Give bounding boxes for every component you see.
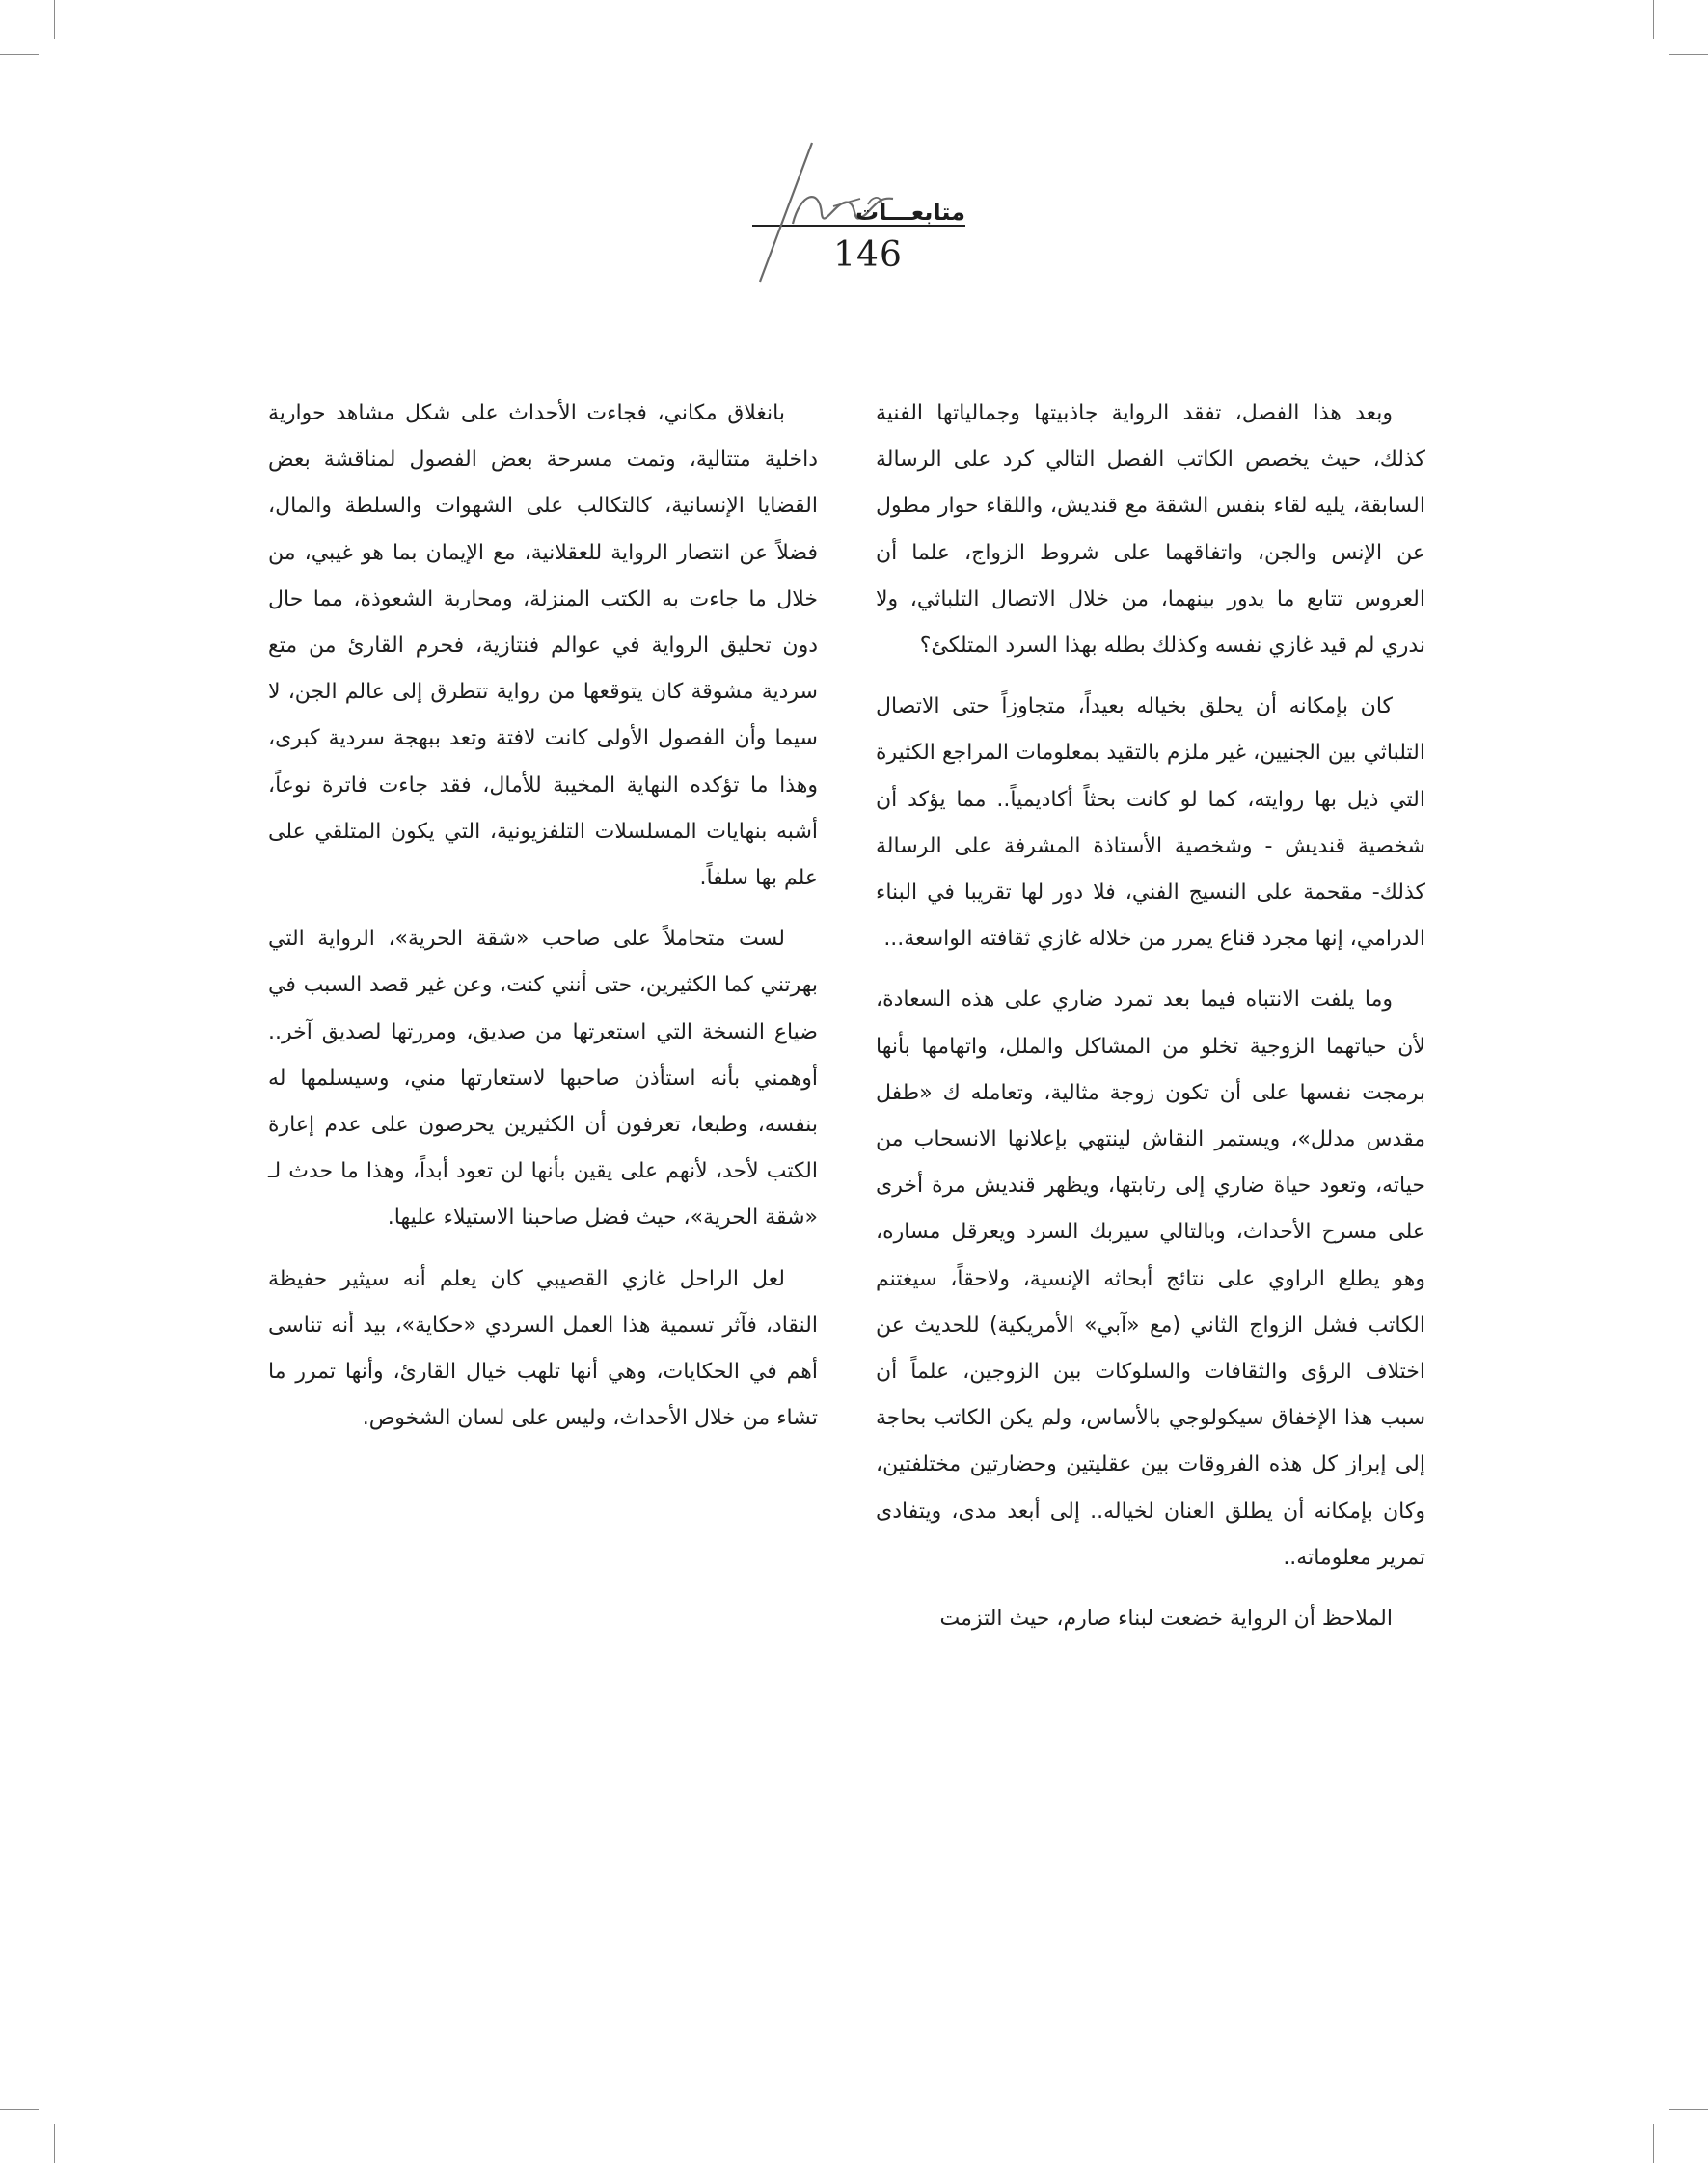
crop-mark-top-right-vertical xyxy=(1653,0,1654,39)
crop-mark-top-left xyxy=(0,54,39,55)
crop-mark-bottom-left xyxy=(0,2109,39,2110)
article-column-right xyxy=(876,391,1425,1657)
paragraph: الملاحظ أن الرواية خضعت لبناء صارم، حيث التزمت xyxy=(939,1607,1393,1632)
crop-mark-bottom-right-vertical xyxy=(1653,2124,1654,2163)
article-column-left xyxy=(268,391,818,1456)
crop-mark-bottom-left-vertical xyxy=(54,2124,55,2163)
paragraph: كان بإمكانه أن يحلق بخياله بعيداً، متجاوزاً حتى الاتصال التلباثي بين الجنيين، غير ملزم بالتقيد بمعلومات المراجع الكثيرة التي ذيل بها روايته، كما لو كانت بحثاً أكاديمياً.. مما يؤكد أن شخصية قنديش - وشخصية الأستاذة المشرفة على الرسالة كذلك- مقحمة على النسيج الفني، فلا دور لها تقريبا في البناء الدرامي، إنها مجرد قناع يمرر من خلاله غازي ثقافته الواسعة... xyxy=(876,694,1425,952)
section-label: متابعـــات xyxy=(855,199,965,226)
paragraph: بانغلاق مكاني، فجاءت الأحداث على شكل مشاهد حوارية داخلية متتالية، وتمت مسرحة بعض الفصول لمناقشة بعض القضايا الإنسانية، كالتكالب على الشهوات والسلطة والمال، فضلاً عن انتصار الرواية للعقلانية، مع الإيمان بما هو غيبي، من خلال ما جاءت به الكتب المنزلة، ومحاربة الشعوذة، مما حال دون تحليق الرواية في عوالم فنتازية، فحرم القارئ من متع سردية مشوقة كان يتوقعها من رواية تتطرق إلى عالم الجن، لا سيما وأن الفصول الأولى كانت لافتة وتعد ببهجة سردية كبرى، وهذا ما تؤكده النهاية المخيبة للأمال، فقد جاءت فاترة نوعاً، أشبه بنهايات المسلسلات التلفزيونية، التي يكون المتلقي على علم بها سلفاً. xyxy=(268,401,818,891)
crop-mark-top-left-vertical xyxy=(54,0,55,39)
paragraph: وبعد هذا الفصل، تفقد الرواية جاذبيتها وجمالياتها الفنية كذلك، حيث يخصص الكاتب الفصل التالي كرد على الرسالة السابقة، يليه لقاء بنفس الشقة مع قنديش، واللقاء حوار مطول عن الإنس والجن، واتفاقهما على شروط الزواج، علما أن العروس تتابع ما يدور بينهما، من خلال الاتصال التلباثي، ولا ندري لم قيد غازي نفسه وكذلك بطله بهذا السرد المتلكئ؟ xyxy=(876,401,1425,659)
paragraph: لست متحاملاً على صاحب «شقة الحرية»، الرواية التي بهرتني كما الكثيرين، حتى أنني كنت، وعن غير قصد السبب في ضياع النسخة التي استعرتها من صديق، ومررتها لصديق آخر.. أوهمني بأنه استأذن صاحبها لاستعارتها مني، وسيسلمها له بنفسه، وطبعا، تعرفون أن الكثيرين يحرصون على عدم إعارة الكتب لأحد، لأنهم على يقين بأنها لن تعود أبداً، وهذا ما حدث لـ «شقة الحرية»، حيث فضل صاحبنا الاستيلاء عليها. xyxy=(268,927,818,1230)
paragraph: وما يلفت الانتباه فيما بعد تمرد ضاري على هذه السعادة، لأن حياتهما الزوجية تخلو من المشاكل والملل، واتهامها بأنها برمجت نفسها على أن تكون زوجة مثالية، وتعامله ك «طفل مقدس مدلل»، ويستمر النقاش لينتهي بإعلانها الانسحاب من حياته، وتعود حياة ضاري إلى رتابتها، ويظهر قنديش مرة أخرى على مسرح الأحداث، وبالتالي سيربك السرد ويعرقل مساره، وهو يطلع الراوي على نتائج أبحاثه الإنسية، ولاحقاً، سيغتنم الكاتب فشل الزواج الثاني (مع «آبي» الأمريكية) للحديث عن اختلاف الرؤى والثقافات والسلوكات بين الزوجين، علماً أن سبب هذا الإخفاق سيكولوجي بالأساس، ولم يكن الكاتب بحاجة إلى إبراز كل هذه الفروقات بين عقليتين وحضارتين مختلفتين، وكان بإمكانه أن يطلق العنان لخياله.. إلى أبعد مدى، ويتفادى تمرير معلوماته.. xyxy=(876,987,1425,1570)
crop-mark-bottom-right xyxy=(1669,2109,1708,2110)
page-number: 146 xyxy=(833,235,903,275)
crop-mark-top-right xyxy=(1669,54,1708,55)
running-header xyxy=(752,135,984,299)
paragraph: لعل الراحل غازي القصيبي كان يعلم أنه سيثير حفيظة النقاد، فآثر تسمية هذا العمل السردي «حكاية»، بيد أنه تناسى أهم في الحكايات، وهي أنها تلهب خيال القارئ، وأنها تمرر ما تشاء من خلال الأحداث، وليس على لسان الشخوص. xyxy=(268,1266,818,1431)
